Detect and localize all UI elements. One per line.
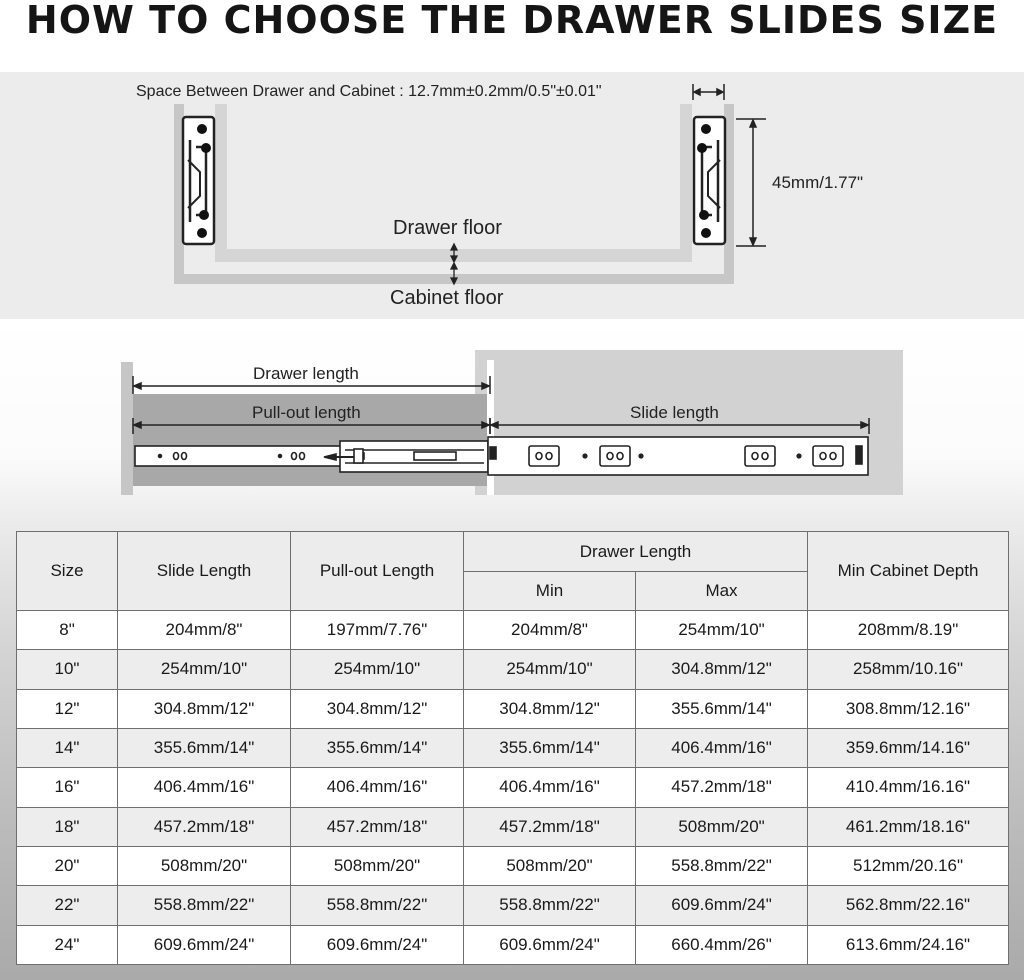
table-row (17, 925, 1009, 964)
header-pullout-length: Pull-out Length (291, 532, 464, 611)
cell-min-cabinet-depth: 562.8mm/22.16" (808, 886, 1009, 925)
cell-min-cabinet-depth: 512mm/20.16" (808, 846, 1009, 885)
cell-size: 14" (17, 728, 118, 767)
cell-slide-length: 254mm/10" (118, 650, 291, 689)
table-row (17, 689, 1009, 728)
table-row (17, 807, 1009, 846)
drawer-front (121, 362, 133, 495)
header-drawer-length: Drawer Length (464, 532, 808, 572)
table-row (17, 611, 1009, 650)
cell-pullout-length: 304.8mm/12" (291, 689, 464, 728)
header-drawer-max: Max (636, 572, 808, 611)
cell-pullout-length: 457.2mm/18" (291, 807, 464, 846)
cell-min-cabinet-depth: 461.2mm/18.16" (808, 807, 1009, 846)
table-row (17, 846, 1009, 885)
cell-drawer-max: 406.4mm/16" (636, 728, 808, 767)
cell-min-cabinet-depth: 208mm/8.19" (808, 611, 1009, 650)
cell-pullout-length: 558.8mm/22" (291, 886, 464, 925)
cell-size: 10" (17, 650, 118, 689)
slide-size-table (16, 531, 1009, 965)
cell-drawer-max: 609.6mm/24" (636, 886, 808, 925)
cabinet-floor-label: Cabinet floor (390, 287, 504, 309)
cell-min-cabinet-depth: 410.4mm/16.16" (808, 768, 1009, 807)
drawer-floor-label: Drawer floor (393, 217, 502, 239)
cell-drawer-min: 254mm/10" (464, 650, 636, 689)
cell-min-cabinet-depth: 258mm/10.16" (808, 650, 1009, 689)
table-row (17, 650, 1009, 689)
cell-drawer-min: 508mm/20" (464, 846, 636, 885)
cell-drawer-min: 609.6mm/24" (464, 925, 636, 964)
cell-drawer-max: 355.6mm/14" (636, 689, 808, 728)
rail-height-label: 45mm/1.77" (772, 173, 864, 192)
cell-min-cabinet-depth: 359.6mm/14.16" (808, 728, 1009, 767)
slide-length-label: Slide length (630, 403, 719, 422)
pullout-length-label: Pull-out length (252, 403, 361, 422)
cell-size: 16" (17, 768, 118, 807)
header-slide-length: Slide Length (118, 532, 291, 611)
table-row (17, 768, 1009, 807)
cell-slide-length: 304.8mm/12" (118, 689, 291, 728)
header-size: Size (17, 532, 118, 611)
cell-size: 18" (17, 807, 118, 846)
cell-drawer-min: 304.8mm/12" (464, 689, 636, 728)
page-title: HOW TO CHOOSE THE DRAWER SLIDES SIZE (25, 0, 999, 42)
cell-slide-length: 558.8mm/22" (118, 886, 291, 925)
space-between-label: Space Between Drawer and Cabinet : 12.7mm±0.2mm/0.5"±0.01" (136, 83, 602, 100)
cell-min-cabinet-depth: 308.8mm/12.16" (808, 689, 1009, 728)
slide-rail-cabinet (488, 437, 868, 475)
cell-pullout-length: 355.6mm/14" (291, 728, 464, 767)
cell-size: 22" (17, 886, 118, 925)
cell-drawer-min: 457.2mm/18" (464, 807, 636, 846)
cell-pullout-length: 197mm/7.76" (291, 611, 464, 650)
cell-slide-length: 609.6mm/24" (118, 925, 291, 964)
drawer-length-label: Drawer length (253, 364, 359, 383)
cell-size: 20" (17, 846, 118, 885)
cell-drawer-max: 254mm/10" (636, 611, 808, 650)
cell-slide-length: 457.2mm/18" (118, 807, 291, 846)
header-drawer-min: Min (464, 572, 636, 611)
cell-pullout-length: 254mm/10" (291, 650, 464, 689)
cell-drawer-min: 558.8mm/22" (464, 886, 636, 925)
cell-slide-length: 355.6mm/14" (118, 728, 291, 767)
cell-drawer-max: 457.2mm/18" (636, 768, 808, 807)
cell-pullout-length: 609.6mm/24" (291, 925, 464, 964)
cell-drawer-min: 406.4mm/16" (464, 768, 636, 807)
table-row (17, 886, 1009, 925)
header-min-cabinet-depth: Min Cabinet Depth (808, 532, 1009, 611)
cell-drawer-max: 304.8mm/12" (636, 650, 808, 689)
cell-drawer-min: 204mm/8" (464, 611, 636, 650)
cell-drawer-max: 508mm/20" (636, 807, 808, 846)
cell-slide-length: 204mm/8" (118, 611, 291, 650)
cell-min-cabinet-depth: 613.6mm/24.16" (808, 925, 1009, 964)
cell-drawer-max: 660.4mm/26" (636, 925, 808, 964)
cell-pullout-length: 406.4mm/16" (291, 768, 464, 807)
cell-slide-length: 508mm/20" (118, 846, 291, 885)
cell-size: 8" (17, 611, 118, 650)
cell-slide-length: 406.4mm/16" (118, 768, 291, 807)
cell-size: 12" (17, 689, 118, 728)
cell-drawer-min: 355.6mm/14" (464, 728, 636, 767)
cell-drawer-max: 558.8mm/22" (636, 846, 808, 885)
cell-pullout-length: 508mm/20" (291, 846, 464, 885)
cell-size: 24" (17, 925, 118, 964)
table-row (17, 728, 1009, 767)
